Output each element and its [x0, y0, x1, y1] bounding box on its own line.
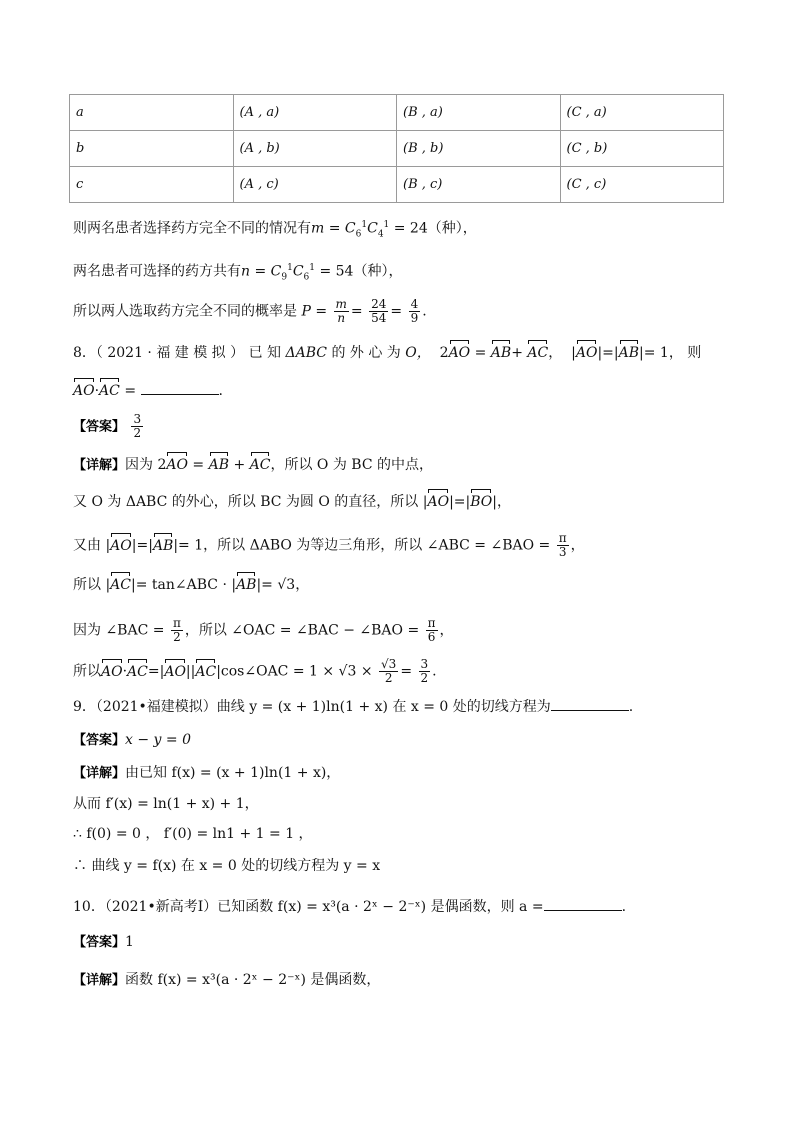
answer-8: 【答案】 $\frac{3}{2}$: [73, 412, 142, 440]
detail-10-line-1: 【详解】函数 f(x) = x³(a · 2ˣ − 2⁻ˣ) 是偶函数，: [73, 972, 381, 988]
fraction: $\frac{\pi}{2}$: [172, 616, 181, 644]
detail-8-line-3: 又由 |AO|=|AB|= 1，所以 ΔABO 为等边三角形，所以 ∠ABC = ∠BAO = $\frac{\pi}{3}$ ，: [73, 531, 585, 559]
answer-blank: [141, 382, 219, 395]
detail-8-line-6: 所以AO·AC=|AO||AC|cos∠OAC = 1 × √3 × $\frac{√3}{2}$ = $\frac{3}{2}$ .: [73, 657, 437, 685]
table-row: [70, 167, 724, 203]
table-cell: (C , a): [560, 95, 724, 131]
answer-blank: [544, 898, 622, 911]
table-cell: (C , b): [560, 131, 724, 167]
question-9: 9．（2021•福建模拟）曲线 y = (x + 1)ln(1 + x) 在 x = 0 处的切线方程为 .: [73, 699, 634, 715]
table-cell: (B , c): [397, 167, 561, 203]
answer-blank: [551, 698, 629, 711]
detail-9-line-4: ∴ 曲线 y = f(x) 在 x = 0 处的切线方程为 y = x: [73, 858, 381, 874]
fraction: $\frac{\pi}{3}$: [558, 531, 567, 559]
fraction: $\frac{\pi}{6}$: [427, 616, 436, 644]
detail-8-line-4: 所以 |AC|= tan∠ABC · |AB|= √3，: [73, 577, 310, 593]
table-cell: c: [70, 167, 234, 203]
detail-9-line-3: ∴ f(0) = 0 ， f′(0) = ln1 + 1 = 1 ，: [73, 826, 313, 842]
detail-8-line-1: 【详解】因为 2AO = AB + AC，所以 O 为 BC 的中点，: [73, 457, 434, 473]
fraction: $\frac{m}{n}$: [335, 297, 347, 325]
answer-9: 【答案】x − y = 0: [73, 732, 191, 748]
fraction: $\frac{4}{9}$: [410, 297, 419, 325]
prev-line-2: 两名患者可选择的药方共有$n = C_9^1C_6^1 = 54$（种），: [73, 263, 403, 283]
table-cell: (C , c): [560, 167, 724, 203]
table-cell: (A , b): [233, 131, 397, 167]
prev-line-1: 则两名患者选择药方完全不同的情况有$m = C_6^1C_4^1 = 24$（种），: [73, 220, 477, 240]
table-row: [70, 95, 724, 131]
table-cell: (B , a): [397, 95, 561, 131]
detail-9-line-1: 【详解】由已知 f(x) = (x + 1)ln(1 + x)，: [73, 765, 341, 781]
table-cell: a: [70, 95, 234, 131]
table-cell: (A , a): [233, 95, 397, 131]
table-row: [70, 131, 724, 167]
prev-line-3: 所以两人选取药方完全不同的概率是 P = $\frac{m}{n}$ = $\frac{24}{54}$ = $\frac{4}{9}$ .: [73, 297, 427, 325]
fraction: $\frac{√3}{2}$: [381, 657, 397, 685]
question-8-ask: AO·AC = .: [73, 383, 223, 399]
table-cell: (A , c): [233, 167, 397, 203]
outcome-table: [69, 94, 724, 203]
fraction: $\frac{3}{2}$: [420, 657, 429, 685]
detail-8-line-5: 因为 ∠BAC = $\frac{\pi}{2}$ ，所以 ∠OAC = ∠BAC − ∠BAO = $\frac{\pi}{6}$ ，: [73, 616, 454, 644]
detail-9-line-2: 从而 f′(x) = ln(1 + x) + 1，: [73, 796, 259, 812]
fraction: $\frac{24}{54}$: [371, 297, 387, 325]
table-cell: b: [70, 131, 234, 167]
question-10: 10．（2021•新高考Ⅰ）已知函数 f(x) = x³(a · 2ˣ − 2⁻ˣ) 是偶函数，则 a = .: [73, 899, 627, 915]
answer-10: 【答案】1: [73, 934, 134, 950]
detail-8-line-2: 又 O 为 ΔABC 的外心，所以 BC 为圆 O 的直径，所以 |AO|=|BO|，: [73, 494, 511, 510]
question-8: 8．（ 2021 · 福 建 模 拟 ） 已 知 ΔABC 的 外 心 为 O， 2AO = AB+ AC， |AO|=|AB|= 1， 则: [73, 345, 702, 361]
table-cell: (B , b): [397, 131, 561, 167]
fraction: $\frac{3}{2}$: [133, 412, 142, 440]
